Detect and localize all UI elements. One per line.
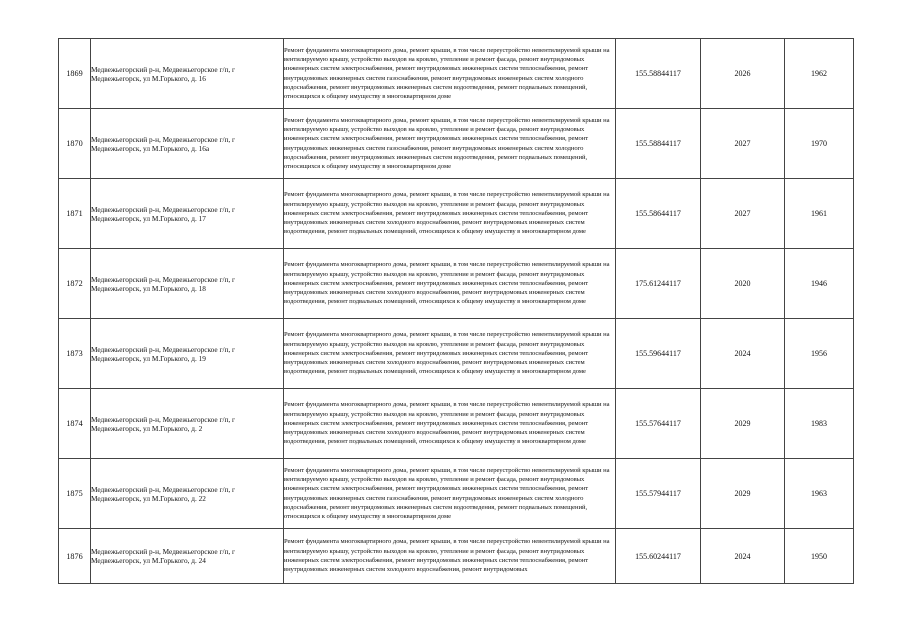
- repair-cost: 155.57644117: [616, 389, 701, 459]
- table-row: [59, 109, 854, 179]
- planned-year: 2029: [701, 389, 785, 459]
- house-address: Медвежьегорский р-н, Медвежьегорское г/п, г Медвежьегорск, ул М.Горького, д. 24: [91, 529, 284, 584]
- table-row: [59, 39, 854, 109]
- table-row: [59, 389, 854, 459]
- repair-cost: 155.57944117: [616, 459, 701, 529]
- table-body: [59, 39, 854, 584]
- repair-works: Ремонт фундамента многоквартирного дома, ремонт крыши, в том числе переустройство невентилируемой крыши на вентилируемую крышу, устройство выходов на кровлю, утепление и ремонт фасада, ремонт внутридомовых инженерных систем электроснабжения, ремонт внутридомовых инженерных систем теплоснабжения, ремонт внутридомовых инженерных систем газоснабжения, ремонт внутридомовых инженерных систем холодного водоснабжения, ремонт внутридомовых инженерных систем водоотведения, ремонт подвальных помещений, относящихся к общему имуществу в многоквартирном доме: [284, 459, 616, 529]
- house-address: Медвежьегорский р-н, Медвежьегорское г/п, г Медвежьегорск, ул М.Горького, д. 16а: [91, 109, 284, 179]
- repair-cost: 175.61244117: [616, 249, 701, 319]
- planned-year: 2024: [701, 319, 785, 389]
- row-number: 1876: [59, 529, 91, 584]
- row-number: 1872: [59, 249, 91, 319]
- row-number: 1871: [59, 179, 91, 249]
- repair-works: Ремонт фундамента многоквартирного дома, ремонт крыши, в том числе переустройство невентилируемой крыши на вентилируемую крышу, устройство выходов на кровлю, утепление и ремонт фасада, ремонт внутридомовых инженерных систем электроснабжения, ремонт внутридомовых инженерных систем теплоснабжения, ремонт внутридомовых инженерных систем газоснабжения, ремонт внутридомовых инженерных систем холодного водоснабжения, ремонт внутридомовых инженерных систем водоотведения, ремонт подвальных помещений, относящихся к общему имуществу в многоквартирном доме: [284, 39, 616, 109]
- repair-works: Ремонт фундамента многоквартирного дома, ремонт крыши, в том числе переустройство невентилируемой крыши на вентилируемую крышу, устройство выходов на кровлю, утепление и ремонт фасада, ремонт внутридомовых инженерных систем электроснабжения, ремонт внутридомовых инженерных систем теплоснабжения, ремонт внутридомовых инженерных систем холодного водоснабжения, ремонт внутридомовых инженерных систем водоотведения, ремонт подвальных помещений, относящихся к общему имуществу в многоквартирном доме: [284, 389, 616, 459]
- repair-works: Ремонт фундамента многоквартирного дома, ремонт крыши, в том числе переустройство невентилируемой крыши на вентилируемую крышу, устройство выходов на кровлю, утепление и ремонт фасада, ремонт внутридомовых инженерных систем электроснабжения, ремонт внутридомовых инженерных систем теплоснабжения, ремонт внутридомовых инженерных систем холодного водоснабжения, ремонт внутридомовых: [284, 529, 616, 584]
- year-built: 1961: [785, 179, 854, 249]
- repair-cost: 155.60244117: [616, 529, 701, 584]
- repair-cost: 155.58844117: [616, 39, 701, 109]
- repair-works: Ремонт фундамента многоквартирного дома, ремонт крыши, в том числе переустройство невентилируемой крыши на вентилируемую крышу, устройство выходов на кровлю, утепление и ремонт фасада, ремонт внутридомовых инженерных систем электроснабжения, ремонт внутридомовых инженерных систем теплоснабжения, ремонт внутридомовых инженерных систем газоснабжения, ремонт внутридомовых инженерных систем холодного водоснабжения, ремонт внутридомовых инженерных систем водоотведения, ремонт подвальных помещений, относящихся к общему имуществу в многоквартирном доме: [284, 109, 616, 179]
- row-number: 1870: [59, 109, 91, 179]
- year-built: 1962: [785, 39, 854, 109]
- house-address: Медвежьегорский р-н, Медвежьегорское г/п, г Медвежьегорск, ул М.Горького, д. 18: [91, 249, 284, 319]
- year-built: 1946: [785, 249, 854, 319]
- repair-cost: 155.58644117: [616, 179, 701, 249]
- year-built: 1963: [785, 459, 854, 529]
- planned-year: 2024: [701, 529, 785, 584]
- year-built: 1970: [785, 109, 854, 179]
- table-row: [59, 319, 854, 389]
- house-address: Медвежьегорский р-н, Медвежьегорское г/п, г Медвежьегорск, ул М.Горького, д. 22: [91, 459, 284, 529]
- house-address: Медвежьегорский р-н, Медвежьегорское г/п, г Медвежьегорск, ул М.Горького, д. 19: [91, 319, 284, 389]
- planned-year: 2026: [701, 39, 785, 109]
- house-address: Медвежьегорский р-н, Медвежьегорское г/п, г Медвежьегорск, ул М.Горького, д. 17: [91, 179, 284, 249]
- house-address: Медвежьегорский р-н, Медвежьегорское г/п, г Медвежьегорск, ул М.Горького, д. 2: [91, 389, 284, 459]
- repair-cost: 155.59644117: [616, 319, 701, 389]
- row-number: 1873: [59, 319, 91, 389]
- year-built: 1950: [785, 529, 854, 584]
- year-built: 1983: [785, 389, 854, 459]
- capital-repair-table: [58, 38, 854, 584]
- row-number: 1875: [59, 459, 91, 529]
- table-row: [59, 179, 854, 249]
- repair-works: Ремонт фундамента многоквартирного дома, ремонт крыши, в том числе переустройство невентилируемой крыши на вентилируемую крышу, устройство выходов на кровлю, утепление и ремонт фасада, ремонт внутридомовых инженерных систем электроснабжения, ремонт внутридомовых инженерных систем теплоснабжения, ремонт внутридомовых инженерных систем холодного водоснабжения, ремонт внутридомовых инженерных систем водоотведения, ремонт подвальных помещений, относящихся к общему имуществу в многоквартирном доме: [284, 179, 616, 249]
- table-row: [59, 529, 854, 584]
- planned-year: 2029: [701, 459, 785, 529]
- table-row: [59, 459, 854, 529]
- table-row: [59, 249, 854, 319]
- repair-cost: 155.58844117: [616, 109, 701, 179]
- year-built: 1956: [785, 319, 854, 389]
- repair-works: Ремонт фундамента многоквартирного дома, ремонт крыши, в том числе переустройство невентилируемой крыши на вентилируемую крышу, устройство выходов на кровлю, утепление и ремонт фасада, ремонт внутридомовых инженерных систем электроснабжения, ремонт внутридомовых инженерных систем теплоснабжения, ремонт внутридомовых инженерных систем холодного водоснабжения, ремонт внутридомовых инженерных систем водоотведения, ремонт подвальных помещений, относящихся к общему имуществу в многоквартирном доме: [284, 319, 616, 389]
- planned-year: 2020: [701, 249, 785, 319]
- repair-works: Ремонт фундамента многоквартирного дома, ремонт крыши, в том числе переустройство невентилируемой крыши на вентилируемую крышу, устройство выходов на кровлю, утепление и ремонт фасада, ремонт внутридомовых инженерных систем электроснабжения, ремонт внутридомовых инженерных систем теплоснабжения, ремонт внутридомовых инженерных систем холодного водоснабжения, ремонт внутридомовых инженерных систем водоотведения, ремонт подвальных помещений, относящихся к общему имуществу в многоквартирном доме: [284, 249, 616, 319]
- planned-year: 2027: [701, 179, 785, 249]
- planned-year: 2027: [701, 109, 785, 179]
- house-address: Медвежьегорский р-н, Медвежьегорское г/п, г Медвежьегорск, ул М.Горького, д. 16: [91, 39, 284, 109]
- row-number: 1874: [59, 389, 91, 459]
- row-number: 1869: [59, 39, 91, 109]
